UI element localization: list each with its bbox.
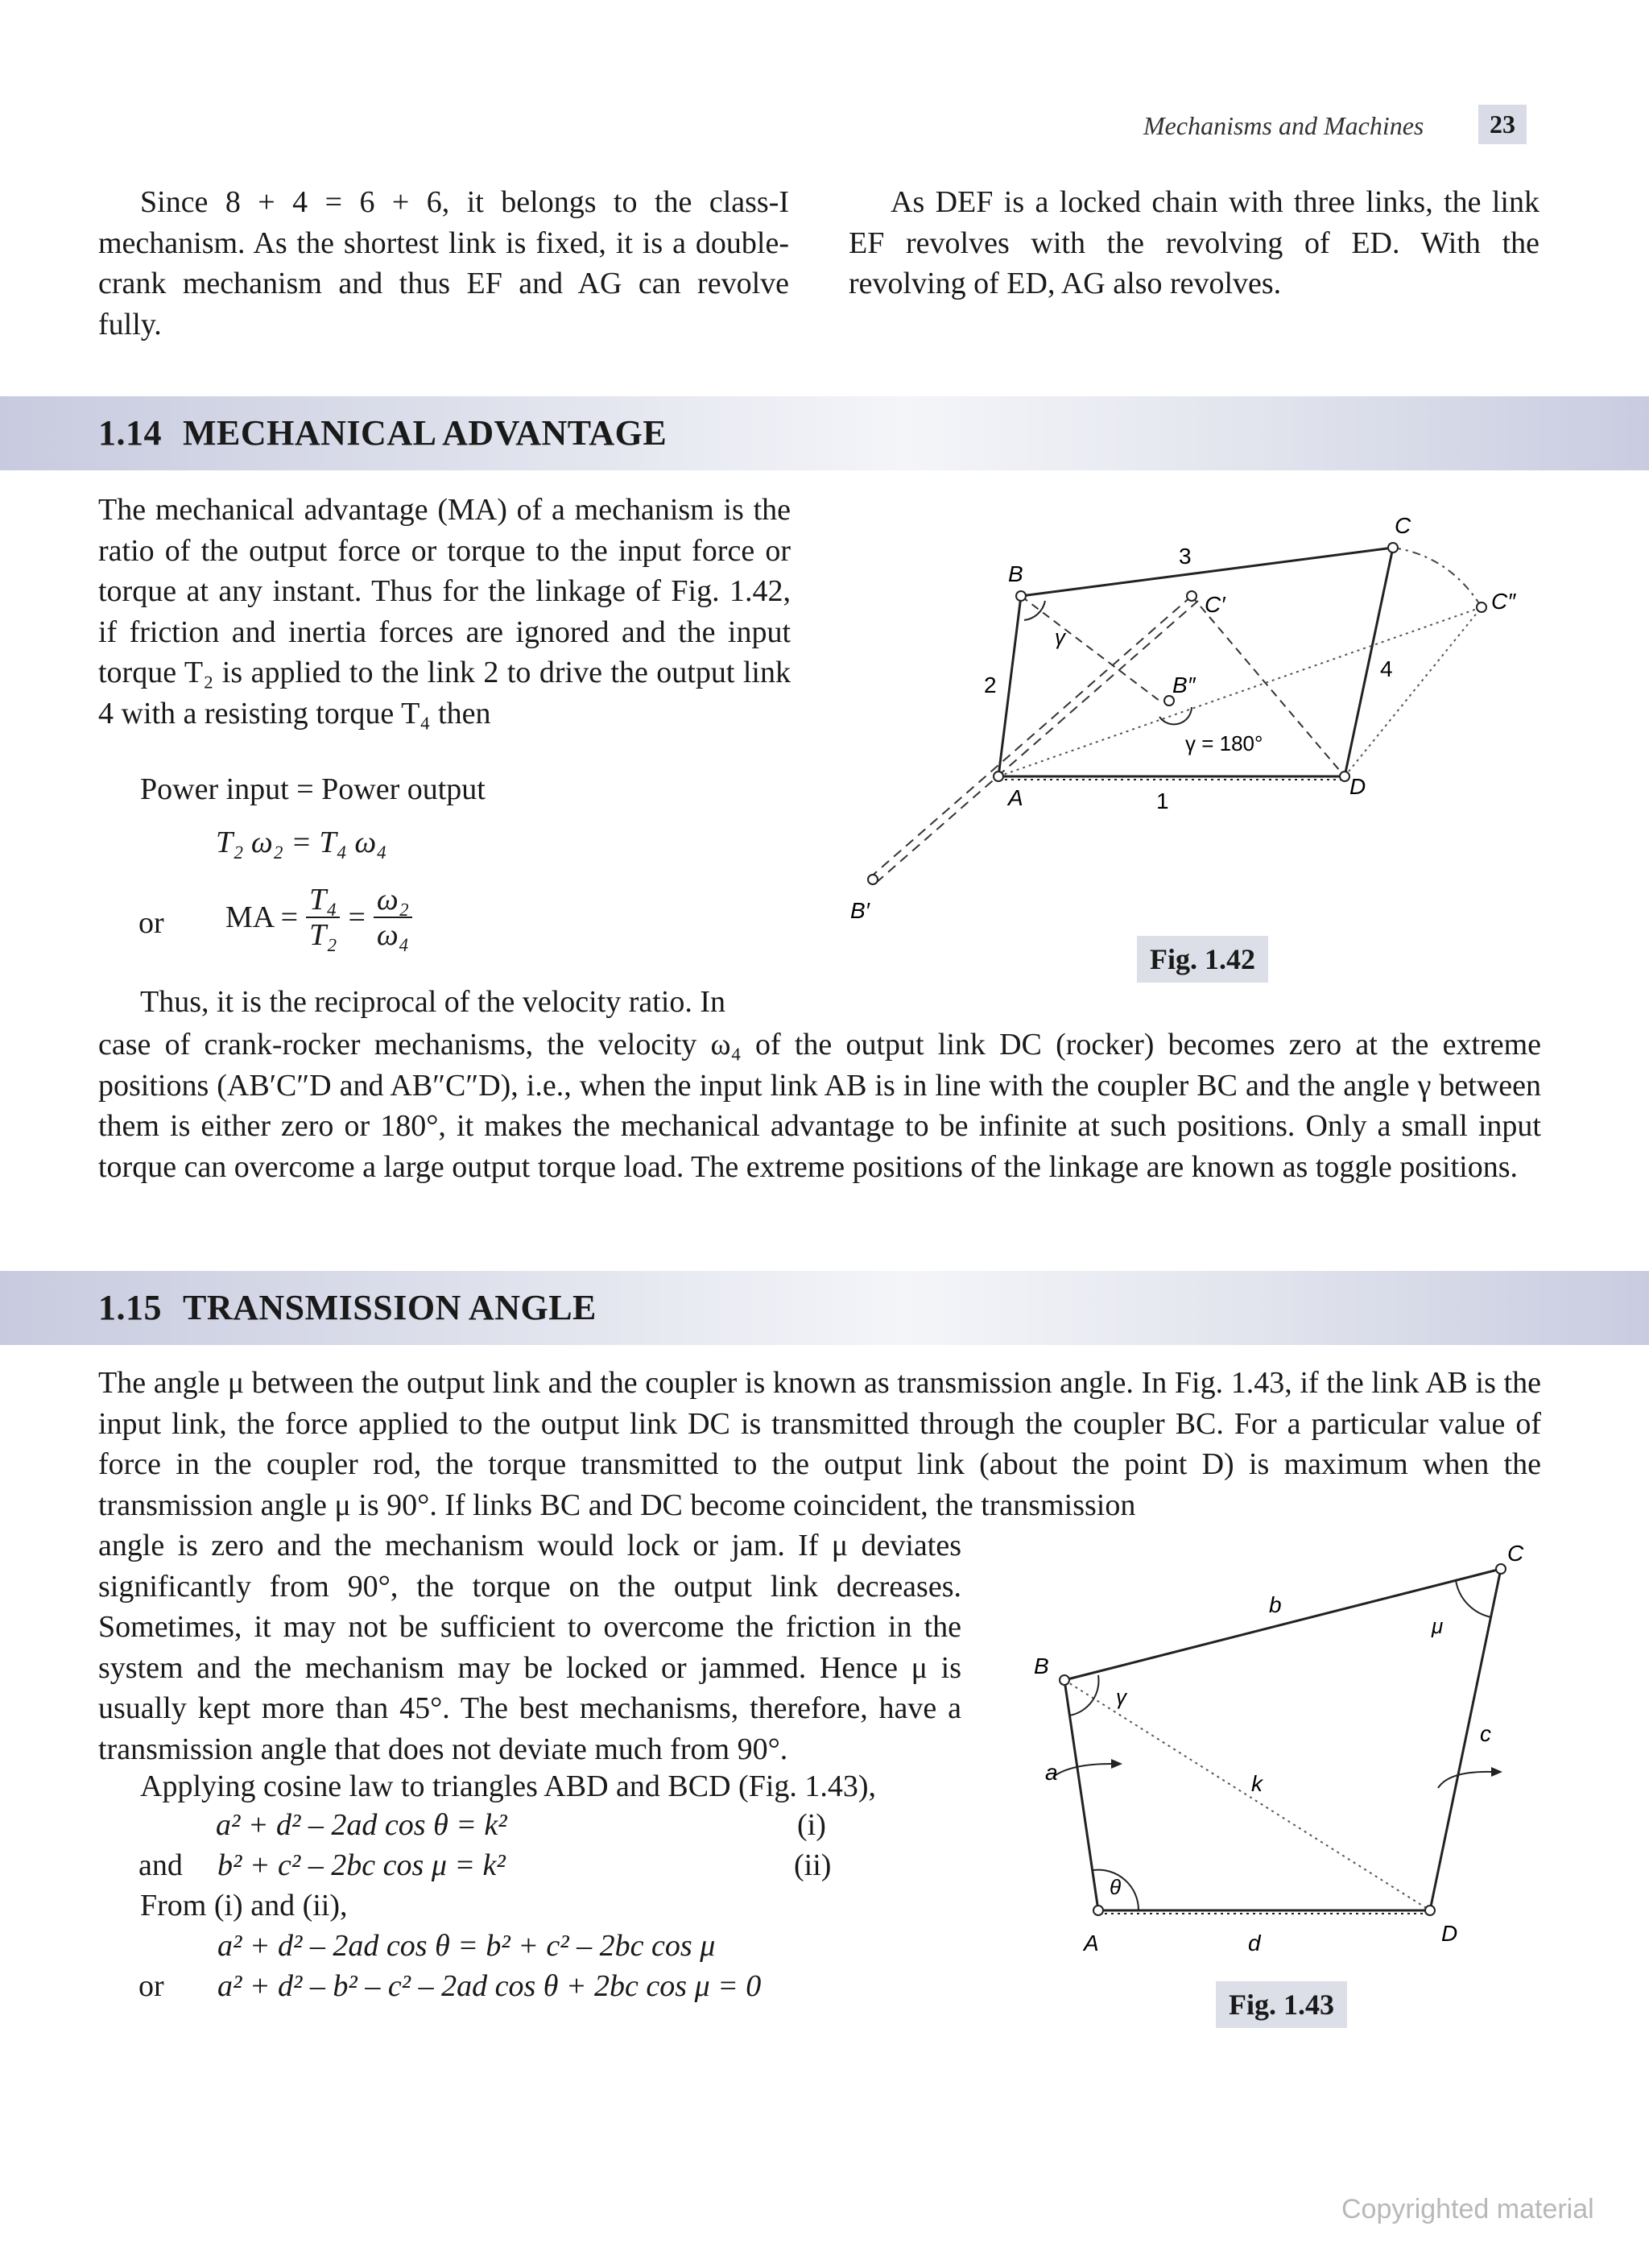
from-text: From (i) and (ii), [140, 1889, 348, 1922]
link-3-line [1021, 548, 1393, 596]
ma-para2-body: case of crank-rocker mechanisms, the velocity ω₄ of the output link DC (rocker) becomes zero at the extreme positions (AB′C″D and AB″C″D), i.e., when the input link AB is in line with the coupler BC and the angle γ between them is either zero or 180°, it makes the mechanical advantage to be infinite at such positions. Only a small input torque can overcome a large output torque load. The extreme positions of the linkage are known as toggle positions. [98, 1028, 1541, 1184]
torque-equation: T₂ ω₂ = T₄ ω₄ [216, 826, 387, 859]
joint-d-143 [1425, 1906, 1435, 1915]
arc-c-path [1393, 548, 1482, 607]
equation-ii: b² + c² – 2bc cos μ = k² [217, 1848, 506, 1882]
input-arrow-head [1111, 1759, 1122, 1769]
section-heading [98, 412, 667, 453]
label-link-3: 3 [1179, 544, 1192, 569]
equation-final: a² + d² – b² – c² – 2ad cos θ + 2bc cos μ = 0 [217, 1969, 762, 2003]
fig-1-43-diagram [1015, 1530, 1546, 1973]
joint-c-prime [1187, 591, 1196, 601]
ma-frac2-den: ω₄ [376, 918, 409, 952]
section-number: 1.14 [98, 413, 162, 453]
label-mu: μ [1432, 1614, 1444, 1638]
label-b-dprime: B″ [1172, 673, 1196, 697]
ma-paragraph: The mechanical advantage (MA) of a mechanism is the ratio of the output force or torque to the input force or torque at any instant. Thus for the linkage of Fig. 1.42, if friction and inertia forces are ignored and the input torque T₂ is applied to the link 2 to drive the output link 4 with a resisting torque T₄ then [98, 493, 791, 730]
fig-1-42-caption: Fig. 1.42 [1137, 936, 1268, 983]
mu-arc [1456, 1580, 1491, 1617]
label-c-prime: C′ [1205, 592, 1225, 617]
equation-i: a² + d² – 2ad cos θ = k² [216, 1808, 507, 1842]
label-gamma-180: γ = 180° [1185, 731, 1263, 755]
equals-sign: = [348, 900, 366, 934]
cosine-intro: Applying cosine law to triangles ABD and BCD (Fig. 1.43), [140, 1769, 877, 1803]
copyright-watermark: Copyrighted material [1341, 2194, 1594, 2225]
section-heading-band [0, 396, 1649, 470]
ma-lhs: MA = [225, 900, 299, 934]
and-label: and [138, 1848, 183, 1882]
label-diagonal-k: k [1251, 1771, 1263, 1796]
joint-b [1016, 591, 1026, 601]
intro-right-text: As DEF is a locked chain with three links, the link EF revolves with the revolving of ED. With the revolving of ED, AG also revolves. [849, 185, 1539, 300]
equation-ii-tag: (ii) [794, 1848, 832, 1882]
section-number-115: 1.15 [98, 1288, 162, 1327]
ma-frac1-num: T₄ [306, 883, 340, 918]
label-gamma-143: γ [1116, 1685, 1126, 1709]
transmission-paragraph-1: The angle μ between the output link and the coupler is known as transmission angle. In Fig. 1.43, if the link AB is the input link, the force applied to the output link DC is transmitted through the coupler BC. For a particular value of force in the coupler rod, the torque transmitted to the output link (about the point D) is maximum when the transmission angle μ is 90°. If links BC and DC become coincident, the transmission [98, 1366, 1541, 1522]
label-a-143: A [1084, 1931, 1099, 1956]
gamma-arc-143 [1069, 1675, 1099, 1715]
ma-para2-first-line: Thus, it is the reciprocal of the velocity ratio. In [140, 985, 726, 1019]
ma-equation [225, 883, 412, 952]
joint-a [994, 772, 1003, 781]
or-label-2: or [138, 1969, 164, 2003]
label-theta: θ [1110, 1875, 1122, 1899]
label-c-143: C [1507, 1541, 1524, 1566]
running-title: Mechanisms and Machines [1143, 111, 1424, 140]
label-link-a: a [1045, 1760, 1058, 1785]
section-heading-115 [98, 1287, 597, 1328]
label-link-2: 2 [984, 673, 997, 697]
label-b-prime: B′ [850, 898, 870, 923]
label-b-143: B [1034, 1653, 1049, 1678]
label-link-c: c [1480, 1721, 1491, 1746]
joint-c-dprime [1477, 602, 1486, 612]
intro-left-text: Since 8 + 4 = 6 + 6, it belongs to the class-I mechanism. As the shortest link is fixed, it is a double-crank mechanism and thus EF and AG can revolve fully. [98, 185, 789, 341]
label-a: A [1008, 785, 1023, 810]
section-title-115: TRANSMISSION ANGLE [183, 1288, 597, 1327]
label-link-d: d [1248, 1931, 1261, 1956]
toggle-line-b-prime-2 [876, 601, 1198, 883]
ma-fraction-omega [374, 883, 412, 952]
toggle-line-b-prime [870, 596, 1192, 878]
label-d-143: D [1441, 1921, 1458, 1946]
ma-frac2-num: ω₂ [374, 883, 412, 918]
page-number: 23 [1478, 105, 1527, 144]
joint-b-143 [1060, 1675, 1069, 1685]
ma-frac1-den: T₂ [309, 918, 337, 952]
section-heading-band-115 [0, 1271, 1649, 1345]
section-title: MECHANICAL ADVANTAGE [183, 413, 667, 453]
ma-fraction-torque [306, 883, 340, 952]
output-arrow-head [1491, 1767, 1502, 1777]
link-a-line [1064, 1680, 1098, 1910]
joint-c-143 [1496, 1564, 1506, 1574]
label-c: C [1395, 513, 1411, 538]
equation-i-tag: (i) [797, 1808, 826, 1842]
fig-1-42-diagram [837, 499, 1562, 950]
transmission-paragraph-2: angle is zero and the mechanism would lock or jam. If μ deviates significantly from 90°, the torque on the output link decreases. Sometimes, it may not be sufficient to overcome the friction in the system and the mechanism may be locked or jammed. Hence μ is usually kept more than 45°. The best mechanisms, therefore, have a transmission angle that does not deviate much from 90°. [98, 1529, 961, 1766]
label-link-4: 4 [1380, 656, 1393, 681]
equation-combined: a² + d² – 2ad cos θ = b² + c² – 2bc cos μ [217, 1929, 716, 1963]
joint-a-143 [1093, 1906, 1103, 1915]
label-gamma: γ [1055, 625, 1065, 649]
label-link-b: b [1269, 1592, 1282, 1617]
toggle-line-d-cdprime [1345, 607, 1482, 776]
or-label: or [138, 906, 164, 940]
input-rotation-arrow [1053, 1764, 1111, 1777]
joint-b-prime [868, 875, 878, 884]
joint-c [1388, 543, 1398, 553]
power-equation: Power input = Power output [140, 772, 486, 806]
label-link-1: 1 [1156, 788, 1169, 813]
output-rotation-arrow [1438, 1772, 1494, 1788]
ground-hatch [998, 776, 1345, 780]
gamma-arc [1024, 601, 1045, 620]
label-c-dprime: C″ [1491, 589, 1516, 614]
label-b: B [1008, 561, 1023, 586]
fig-1-43-caption: Fig. 1.43 [1216, 1981, 1347, 2028]
label-d: D [1349, 774, 1366, 799]
joint-d [1340, 772, 1349, 781]
